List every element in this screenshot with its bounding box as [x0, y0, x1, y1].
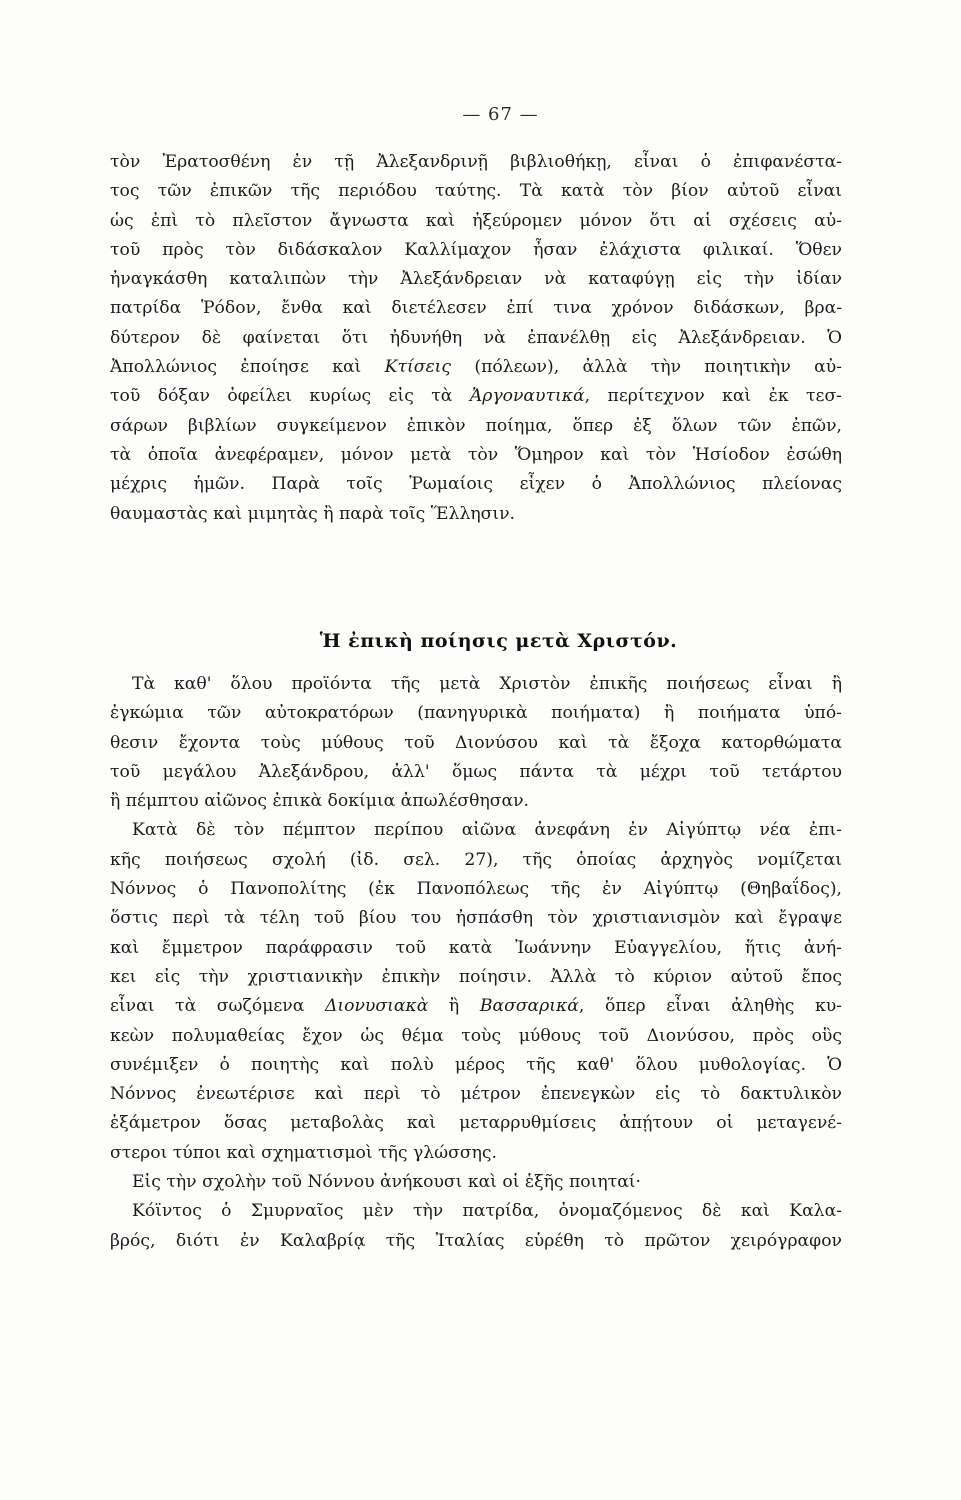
work-title-argonautika: Ἀργοναυτικά: [469, 386, 585, 407]
line-text: , ὅπερ εἶναι ἀληθὴς κυ-: [578, 996, 842, 1017]
line-text: ἢ: [428, 996, 480, 1017]
text-line: ἐγκώμια τῶν αὐτοκρατόρων (πανηγυρικὰ ποιήματα) ἢ ποιήματα ὑπό-: [110, 703, 842, 724]
text-line: σάρων βιβλίων συγκείμενον ἐπικὸν ποίημα, ὅπερ ἐξ ὅλων τῶν ἐπῶν,: [110, 415, 842, 436]
text-line: [110, 353, 842, 382]
text-line: πατρίδα Ῥόδον, ἔνθα καὶ διετέλεσεν ἐπί τινα χρόνον διδάσκων, βρα-: [110, 298, 842, 319]
text-line: ἑξάμετρον ὅσας μεταβολὰς καὶ μεταρρυθμίσεις ἀπῄτουν οἱ μεταγενέ-: [110, 1113, 842, 1134]
line-text: εἶναι τὰ σωζόμενα: [110, 996, 325, 1017]
text-line: ὅστις περὶ τὰ τέλη τοῦ βίου του ἠσπάσθη τὸν χριστιανισμὸν καὶ ἔγραψε: [110, 908, 842, 929]
text-line: Τὰ καθ' ὅλου προϊόντα τῆς μετὰ Χριστὸν ἐπικῆς ποιήσεως εἶναι ἢ: [132, 674, 842, 694]
text-line: Κόϊντος ὁ Σμυρναῖος μὲν τὴν πατρίδα, ὀνομαζόμενος δὲ καὶ Καλα-: [132, 1201, 842, 1222]
line-text: (πόλεων), ἀλλὰ τὴν ποιητικὴν αὐ-: [451, 357, 842, 378]
text-line: Νόννος ἐνεωτέρισε καὶ περὶ τὸ μέτρον ἐπενεγκὼν εἰς τὸ δακτυλικὸν: [110, 1084, 842, 1105]
text-line: κῆς ποιήσεως σχολή (ἰδ. σελ. 27), τῆς ὁποίας ἀρχηγὸς νομίζεται: [110, 849, 842, 870]
work-title-dionysiaka: Διονυσιακὰ: [324, 996, 429, 1017]
page-number: — 67 —: [462, 104, 539, 125]
text-line: καὶ ἔμμετρον παράφρασιν τοῦ κατὰ Ἰωάννην Εὐαγγελίου, ἥτις ἀνή-: [110, 937, 842, 958]
text-line: κεὼν πολυμαθείας ἔχον ὡς θέμα τοὺς μύθους τοῦ Διονύσου, πρὸς οὓς: [110, 1025, 842, 1046]
text-line: ὡς ἐπὶ τὸ πλεῖστον ἄγνωστα καὶ ἠξεύρομεν μόνον ὅτι αἱ σχέσεις αὐ-: [110, 210, 842, 231]
line-text: , περίτεχνον καὶ ἐκ τεσ-: [584, 386, 842, 407]
text-line: θεσιν ἔχοντα τοὺς μύθους τοῦ Διονύσου καὶ τὰ ἔξοχα κατορθώματα: [110, 732, 842, 753]
line-text: Ἀπολλώνιος ἐποίησε καὶ: [110, 357, 385, 378]
text-line: Εἰς τὴν σχολὴν τοῦ Νόννου ἀνήκουσι καὶ οἱ ἑξῆς ποιηταί·: [132, 1172, 642, 1193]
section-body: [110, 670, 842, 1256]
text-line: θαυμαστὰς καὶ μιμητὰς ἢ παρὰ τοῖς Ἕλλησιν.: [110, 503, 516, 524]
text-line: Κατὰ δὲ τὸν πέμπτον περίπου αἰῶνα ἀνεφάνη ἐν Αἰγύπτῳ νέα ἐπι-: [132, 820, 842, 841]
text-line: βρός, διότι ἐν Καλαβρίᾳ τῆς Ἰταλίας εὑρέθη τὸ πρῶτον χειρόγραφον: [110, 1230, 842, 1251]
work-title-bassarika: Βασσαρικά: [479, 996, 579, 1017]
text-line: κει εἰς τὴν χριστιανικὴν ἐπικὴν ποίησιν. Ἀλλὰ τὸ κύριον αὐτοῦ ἔπος: [110, 966, 842, 987]
text-line: στεροι τύποι καὶ σχηματισμοὶ τῆς γλώσσης.: [110, 1142, 498, 1163]
text-line: ἠναγκάσθη καταλιπὼν τὴν Ἀλεξάνδρειαν νὰ καταφύγῃ εἰς τὴν ἰδίαν: [110, 269, 842, 290]
text-line: δύτερον δὲ φαίνεται ὅτι ἠδυνήθη νὰ ἐπανέλθῃ εἰς Ἀλεξάνδρειαν. Ὁ: [110, 327, 842, 348]
paragraph-apollonius: [110, 148, 842, 529]
text-line: ἢ πέμπτου αἰῶνος ἐπικὰ δοκίμια ἀπωλέσθησαν.: [110, 791, 530, 812]
text-line: τὰ ὁποῖα ἀνεφέραμεν, μόνον μετὰ τὸν Ὅμηρον καὶ τὸν Ἡσίοδον ἐσώθη: [110, 444, 842, 465]
text-line: [110, 382, 842, 411]
section-heading: Ἡ ἐπικὴ ποίησις μετὰ Χριστόν.: [319, 630, 678, 652]
text-line: συνέμιξεν ὁ ποιητὴς καὶ πολὺ μέρος τῆς καθ' ὅλου μυθολογίας. Ὁ: [110, 1054, 842, 1075]
text-line: τὸν Ἐρατοσθένη ἐν τῇ Ἀλεξανδρινῇ βιβλιοθήκῃ, εἶναι ὁ ἐπιφανέστα-: [110, 152, 842, 172]
line-text: τοῦ δόξαν ὀφείλει κυρίως εἰς τὰ: [110, 386, 470, 407]
text-line: Νόννος ὁ Πανοπολίτης (ἐκ Πανοπόλεως τῆς ἐν Αἰγύπτῳ (Θηβαΐδος),: [110, 879, 842, 900]
text-line: τοῦ μεγάλου Ἀλεξάνδρου, ἀλλ' ὅμως πάντα τὰ μέχρι τοῦ τετάρτου: [110, 761, 842, 782]
text-line: [110, 992, 842, 1021]
text-line: τοῦ πρὸς τὸν διδάσκαλον Καλλίμαχον ἦσαν ἐλάχιστα φιλικαί. Ὅθεν: [110, 239, 842, 260]
text-line: τος τῶν ἐπικῶν τῆς περιόδου ταύτης. Τὰ κατὰ τὸν βίον αὐτοῦ εἶναι: [110, 181, 842, 202]
work-title-ktiseis: Κτίσεις: [384, 357, 452, 378]
text-line: μέχρις ἡμῶν. Παρὰ τοῖς Ῥωμαίοις εἶχεν ὁ Ἀπολλώνιος πλείονας: [110, 474, 842, 495]
